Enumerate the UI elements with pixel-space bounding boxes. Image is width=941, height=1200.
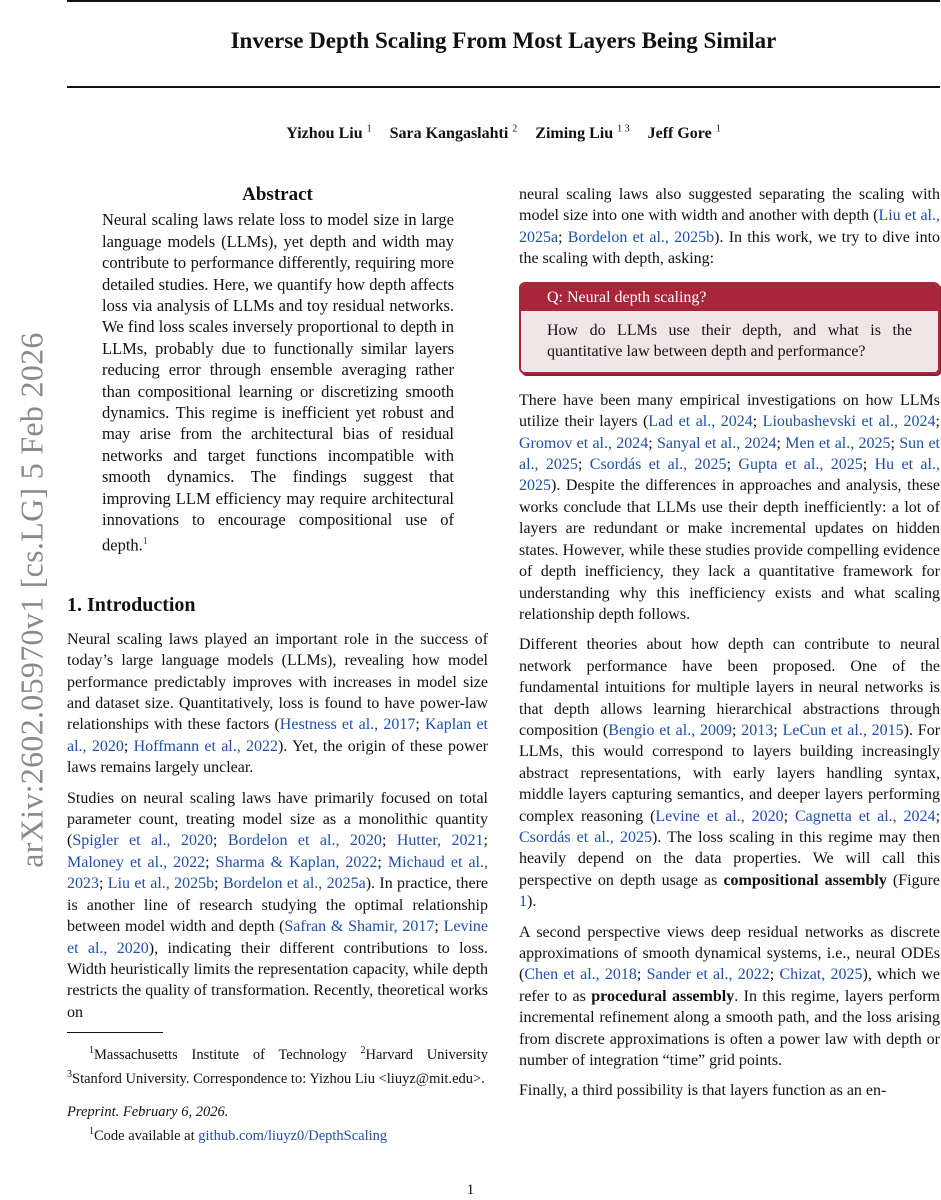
right-column bbox=[519, 184, 940, 1111]
citation-link[interactable]: Hutter, 2021 bbox=[396, 832, 484, 850]
citation-link[interactable]: 2013 bbox=[741, 721, 774, 739]
title-rule bbox=[67, 86, 940, 88]
citation-link[interactable]: Bordelon et al., 2020 bbox=[227, 832, 382, 850]
footnote-rule bbox=[67, 1032, 163, 1033]
author: Sara Kangaslahti $^2$ bbox=[389, 124, 518, 143]
citation-link[interactable]: Spigler et al., 2020 bbox=[72, 832, 214, 850]
paragraph: There have been many empirical investigations on how LLMs utilize their layers (Lad et al., 2024; Lioubashevski et al., 2024; Gromov et al., 2024; Sanyal et al., 2024; Men et al., 2025; Sun et al., 2025; Csordás et al., 2025; Gupta et al., 2025; Hu et al., 2025). Despite the differences in approaches and analysis, these works conclude that LLMs use their depth inefficiently: a lot of layers are redundant or make incremental updates on hidden states. However, while these studies provide compelling evidence of depth inefficiency, they lack a quantitative framework for understanding why this inefficiency exists and what scaling relationship depth follows. bbox=[519, 391, 940, 623]
citation-link[interactable]: Bengio et al., 2009 bbox=[608, 721, 733, 739]
citation-link[interactable]: Bordelon et al., 2025b bbox=[567, 228, 715, 246]
page-number: 1 bbox=[466, 1182, 475, 1198]
code-link[interactable]: github.com/liuyz0/DepthScaling bbox=[198, 1127, 388, 1144]
section-heading: 1. Introduction bbox=[67, 594, 196, 617]
citation-link[interactable]: Men et al., 2025 bbox=[785, 434, 891, 452]
paragraph: Different theories about how depth can contribute to neural network performance have been proposed. One of the fundamental intuitions for multiple layers in neural networks is that depth allows learning hierarchical abstractions through composition (Bengio et al., 2009; 2013; LeCun et al., 2015). For LLMs, this would correspond to layers building increasingly abstract representations, with early layers handling syntax, middle layers capturing semantics, and deeper layers performing complex reasoning (Levine et al., 2020; Cagnetta et al., 2024; Csordás et al., 2025). The loss scaling in this regime may then heavily depend on the data properties. We will call this perspective on depth usage as compositional assembly (Figure 1). bbox=[519, 636, 941, 911]
citation-link[interactable]: Gupta et al., 2025 bbox=[738, 456, 863, 474]
author: Jeff Gore $^1$ bbox=[647, 124, 721, 143]
citation-link[interactable]: Lad et al., 2024 bbox=[648, 413, 753, 431]
preprint-note: Preprint. February 6, 2026. bbox=[67, 1103, 229, 1120]
footnote-link[interactable]: 1 bbox=[142, 535, 148, 547]
citation-link[interactable]: Safran & Shamir, 2017 bbox=[284, 918, 435, 936]
paragraph: Finally, a third possibility is that layers function as an en- bbox=[519, 1082, 887, 1100]
citation-link[interactable]: Sun et al., 2025 bbox=[519, 434, 940, 474]
paragraph: Studies on neural scaling laws have primarily focused on total parameter count, treating model size as a monolithic quantity (Spigler et al., 2020; Bordelon et al., 2020; Hutter, 2021; Maloney et al., 2022; Sharma & Kaplan, 2022; Michaud et al., 2023; Liu et al., 2025b; Bordelon et al., 2025a). In practice, there is another line of research studying the optimal relationship between model width and depth (Safran & Shamir, 2017; Levine et al., 2020), indicating their different contributions to loss. Width heuristically limits the representation capacity, while depth restricts the quality of transformation. Recently, theoretical works on bbox=[67, 789, 489, 1021]
figure-link[interactable]: 1 bbox=[519, 893, 527, 911]
citation-link[interactable]: Lioubashevski et al., 2024 bbox=[762, 413, 936, 431]
arxiv-stamp: arXiv:2602.05970v1 [cs.LG] 5 Feb 2026 bbox=[13, 332, 50, 868]
citation-link[interactable]: Hu et al., 2025 bbox=[519, 456, 940, 495]
citation-link[interactable]: Michaud et al., 2023 bbox=[67, 853, 488, 893]
citation-link[interactable]: Hestness et al., 2017 bbox=[279, 716, 416, 734]
citation-link[interactable]: Gromov et al., 2024 bbox=[519, 434, 649, 452]
citation-link[interactable]: Bordelon et al., 2025a bbox=[222, 875, 366, 893]
citation-link[interactable]: Chen et al., 2018 bbox=[524, 966, 637, 984]
citation-link[interactable]: Hoffmann et al., 2022 bbox=[133, 737, 279, 755]
citation-link[interactable]: Cagnetta et al., 2024 bbox=[794, 807, 936, 825]
top-rule bbox=[67, 0, 940, 2]
citation-link[interactable]: Sander et al., 2022 bbox=[646, 966, 770, 984]
author: Yizhou Liu $^1$ bbox=[286, 124, 372, 143]
abstract-text: Neural scaling laws relate loss to model size in large language models (LLMs), yet depth and width may contribute to performance differently, requiring more detailed studies. Here, we quantify how depth affects loss via analysis of LLMs and toy residual networks. We find loss scales inversely proportional to depth in LLMs, probably due to functionally similar layers reducing error through ensemble averaging rather than compositional learning or discretizing smooth dynamics. This regime is inefficient yet robust and may arise from the architectural bias of residual networks and target functions incompatible with smooth dynamics. The findings suggest that improving LLM efficiency may require architectural innovations to encourage compositional use of depth.$^1$ bbox=[102, 210, 454, 554]
citation-link[interactable]: Csordás et al., 2025 bbox=[589, 456, 727, 474]
question-box bbox=[519, 282, 940, 374]
citation-link[interactable]: LeCun et al., 2015 bbox=[782, 721, 904, 739]
author: Ziming Liu $^{1 3}$ bbox=[535, 124, 630, 143]
author-list bbox=[67, 124, 940, 143]
left-column bbox=[67, 184, 488, 1146]
citation-link[interactable]: Levine et al., 2020 bbox=[655, 807, 784, 825]
abstract-heading: Abstract bbox=[242, 184, 313, 205]
affiliation-footnote: $^1$Massachusetts Institute of Technology $^2$Harvard University $^3$Stanford University. Correspondence to: Yizhou Liu <liuyz@mit.edu>. bbox=[67, 1045, 488, 1087]
citation-link[interactable]: Sharma & Kaplan, 2022 bbox=[215, 853, 378, 871]
paper-title: Inverse Depth Scaling From Most Layers Being Similar bbox=[230, 28, 777, 53]
citation-link[interactable]: Maloney et al., 2022 bbox=[67, 853, 206, 871]
citation-link[interactable]: Liu et al., 2025a bbox=[519, 207, 941, 246]
paragraph: neural scaling laws also suggested separating the scaling with model size into one with width and another with depth (Liu et al., 2025a; Bordelon et al., 2025b). In this work, we try to dive into the scaling with depth, asking: bbox=[519, 186, 941, 268]
paragraph: A second perspective views deep residual networks as discrete approximations of smooth dynamical systems, i.e., neural ODEs (Chen et al., 2018; Sander et al., 2022; Chizat, 2025), which we refer to as procedural assembly. In this regime, layers perform incremental refinement along a smooth path, and the loss arising from discrete approximations is often a power law with depth or number of integration “time” grid points. bbox=[519, 923, 941, 1070]
citation-link[interactable]: Sanyal et al., 2024 bbox=[657, 434, 777, 452]
code-footnote: $^1$Code available at github.com/liuyz0/DepthScaling bbox=[89, 1125, 388, 1144]
citation-link[interactable]: Levine et al., 2020 bbox=[67, 918, 489, 957]
question-box-body: How do LLMs use their depth, and what is the quantitative law between depth and performance? bbox=[521, 311, 938, 372]
paragraph: Neural scaling laws played an important role in the success of today’s large language models (LLMs), revealing how model performance predictably improves with increases in model size and dataset size. Quantitatively, loss is found to have power-law relationships with these factors (Hestness et al., 2017; Kaplan et al., 2020; Hoffmann et al., 2022). Yet, the origin of these power laws remains largely unclear. bbox=[67, 630, 489, 777]
question-box-title: Q: Neural depth scaling? bbox=[521, 284, 938, 311]
citation-link[interactable]: Liu et al., 2025b bbox=[107, 875, 215, 893]
citation-link[interactable]: Csordás et al., 2025 bbox=[519, 828, 652, 846]
citation-link[interactable]: Chizat, 2025 bbox=[779, 966, 863, 984]
citation-link[interactable]: Kaplan et al., 2020 bbox=[67, 716, 489, 755]
